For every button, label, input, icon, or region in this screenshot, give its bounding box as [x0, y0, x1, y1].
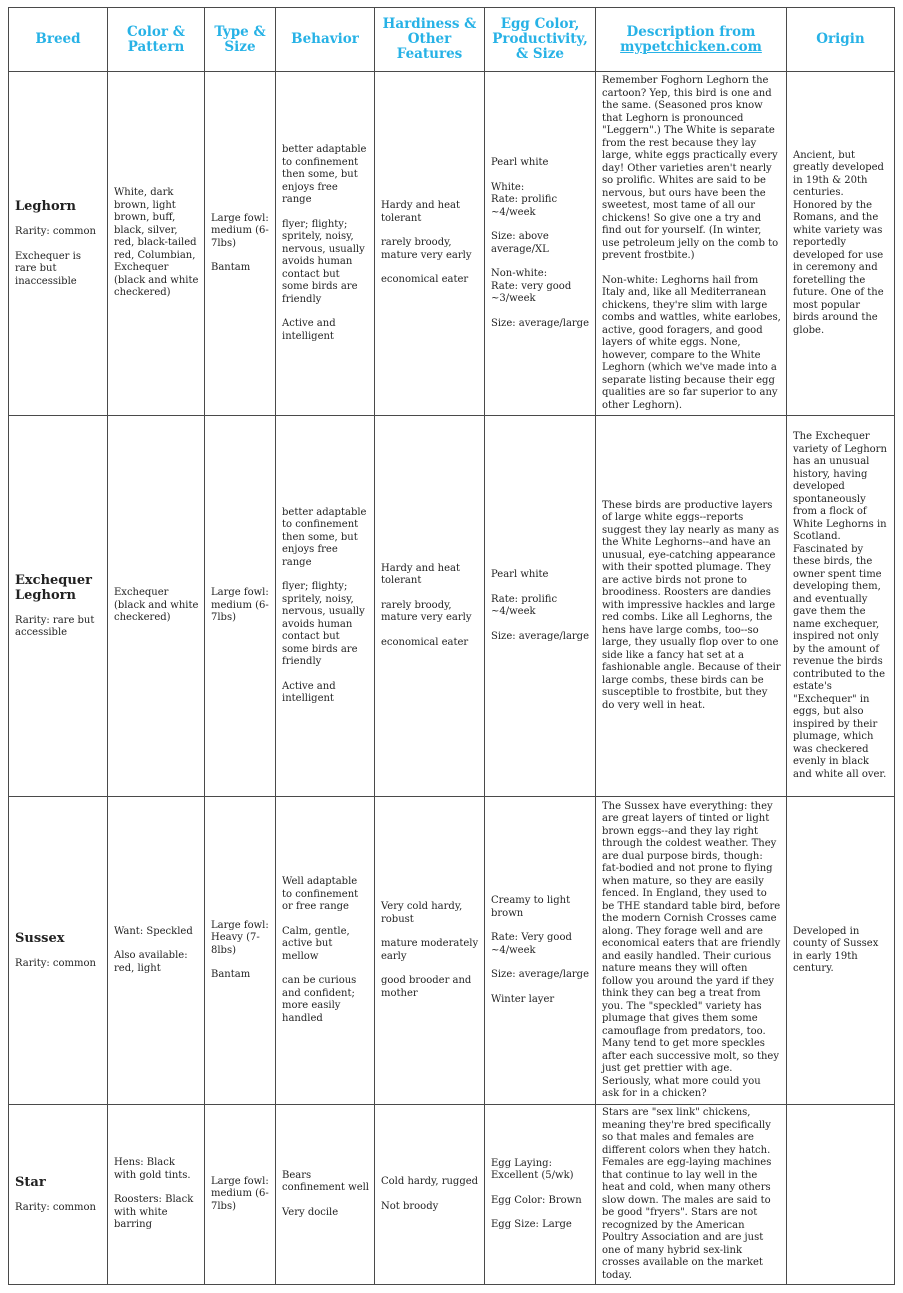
color-cell — [108, 1105, 205, 1285]
origin-cell — [787, 416, 895, 797]
cell-text: Rarity: common — [15, 226, 96, 237]
breed-cell — [9, 416, 108, 797]
table-row — [9, 797, 895, 1105]
color-cell — [108, 416, 205, 797]
origin-cell — [787, 1105, 895, 1285]
cell-text: Exchequer (black and white checkered) — [114, 587, 199, 624]
cell-text: Hens: Black with gold tints. — [114, 1157, 191, 1181]
cell-text: Very cold hardy, robust — [381, 901, 463, 925]
cell-text: Egg Color: Brown — [491, 1194, 582, 1206]
cell-text: Large fowl: medium (6-7lbs) — [211, 212, 269, 249]
cell-text: Bears confinement well — [282, 1169, 370, 1194]
cell-text: Pearl white — [491, 157, 549, 168]
description-cell — [596, 797, 787, 1105]
cell-text: Want: Speckled — [114, 925, 193, 937]
cell-text: Rate: Very good ~4/week — [491, 932, 572, 956]
cell-text: mature moderately early — [381, 938, 479, 962]
header-row — [9, 8, 895, 72]
cell-text: White, dark brown, light brown, buff, black, silver, red, black-tailed red, Columbian, Exchequer (black and white checkered) — [114, 187, 199, 299]
cell-text: Rarity: rare but accessible — [15, 614, 95, 638]
cell-text: Bantam — [211, 969, 251, 980]
cell-text: Large fowl: medium (6-7lbs) — [211, 1175, 269, 1212]
description-cell — [596, 1105, 787, 1285]
hardiness-cell — [375, 1105, 485, 1285]
cell-text: rarely broody, mature very early — [381, 237, 472, 261]
type-cell — [205, 797, 276, 1105]
header-breed: Breed — [9, 8, 108, 72]
cell-text: Active and intelligent — [282, 318, 336, 342]
cell-text: Ancient, but greatly developed in 19th & 20th centuries. Honored by the Romans, and the white variety was reportedly developed for use in ceremony and foretelling the future. One of the most popular birds around the globe. — [793, 149, 884, 336]
cell-text: White: Rate: prolific ~4/week — [491, 181, 558, 218]
cell-text: Also available: red, light — [114, 950, 188, 974]
breed-cell — [9, 1105, 108, 1285]
type-cell — [205, 72, 276, 416]
origin-cell — [787, 72, 895, 416]
cell-text: These birds are productive layers of large white eggs--reports suggest they lay nearly as many as the White Leghorns--and have an unusual, eye-catching appearance with their spotted plumage. They are active birds not prone to broodiness. Roosters are dandies with impressive hackles and large red combs. Like all Leghorns, the hens have large combs, too--so large, they usually flop over to one side like a fancy hat set at a fashionable angle. Because of their large combs, these birds can be susceptible to frostbite, but they do very well in heat. — [602, 499, 781, 711]
cell-text: Active and intelligent — [282, 680, 336, 704]
header-type-size: Type & Size — [205, 8, 276, 72]
cell-text: Size: average/large — [491, 969, 590, 980]
breed-name: Star — [15, 1174, 46, 1190]
cell-text: Egg Size: Large — [491, 1219, 572, 1230]
cell-text: good brooder and mother — [381, 975, 472, 999]
cell-text: Roosters: Black with white barring — [114, 1194, 194, 1231]
behavior-cell — [276, 797, 375, 1105]
cell-text: Very docile — [282, 1206, 339, 1218]
cell-text: Rate: prolific ~4/week — [491, 593, 558, 617]
breed-name: Exchequer Leghorn — [15, 572, 92, 603]
cell-text: rarely broody, mature very early — [381, 599, 472, 624]
breed-name: Sussex — [15, 930, 65, 946]
table-row — [9, 72, 895, 416]
table-row — [9, 1105, 895, 1285]
type-cell — [205, 416, 276, 797]
cell-text: Large fowl: Heavy (7-8lbs) — [211, 919, 269, 956]
egg-cell — [485, 416, 596, 797]
hardiness-cell — [375, 416, 485, 797]
cell-text: Size: average/large — [491, 317, 590, 329]
cell-text: Pearl white — [491, 569, 549, 580]
color-cell — [108, 797, 205, 1105]
description-cell — [596, 416, 787, 797]
cell-text: Winter layer — [491, 993, 555, 1005]
cell-text: Hardy and heat tolerant — [381, 200, 461, 224]
breed-cell — [9, 72, 108, 416]
cell-text: Creamy to light brown — [491, 895, 571, 919]
cell-text: Stars are "sex link" chickens, meaning they're bred specifically so that males and females are different colors when they hatch. Females are egg-laying machines that continue to lay well in the heat and cold, when many others slow down. The males are said to be good "fryers". Stars are not recognized by the American Poultry Association and are just one of many hybrid sex-link crosses available on the market today. — [602, 1107, 772, 1281]
cell-text: can be curious and confident; more easily handled — [282, 975, 357, 1024]
header-color-pattern: Color & Pattern — [108, 8, 205, 72]
cell-text: Not broody — [381, 1200, 439, 1212]
header-description: Description from mypetchicken.com — [596, 8, 787, 72]
cell-text: Egg Laying: Excellent (5/wk) — [491, 1157, 574, 1181]
cell-text: Bantam — [211, 262, 251, 273]
color-cell — [108, 72, 205, 416]
cell-text: Calm, gentle, active but mellow — [282, 925, 350, 962]
cell-text: Cold hardy, rugged — [381, 1176, 479, 1187]
cell-text: Hardy and heat tolerant — [381, 562, 461, 587]
cell-text: economical eater — [381, 636, 469, 648]
hardiness-cell — [375, 797, 485, 1105]
cell-text: Rarity: common — [15, 957, 96, 969]
description-cell — [596, 72, 787, 416]
cell-text: Remember Foghorn Leghorn the cartoon? Yep, this bird is one and the same. (Seasoned pros know that Leghorn is pronounced "Leggern".) The White is separate from the rest because they lay large, white eggs practically every day! Other varieties aren't nearly so prolific. Whites are said to be nervous, but ours have been the sweetest, most tame of all our chickens! So give one a try and find out for yourself. (In winter, use petroleum jelly on the comb to prevent frostbite.) — [602, 75, 779, 261]
behavior-cell — [276, 416, 375, 797]
origin-cell — [787, 797, 895, 1105]
breed-comparison-table — [8, 7, 895, 1285]
egg-cell — [485, 1105, 596, 1285]
behavior-cell — [276, 1105, 375, 1285]
header-origin: Origin — [787, 8, 895, 72]
cell-text: Exchequer is rare but inaccessible — [15, 250, 81, 287]
cell-text: Size: above average/XL — [491, 231, 549, 255]
mypetchicken-link[interactable]: mypetchicken.com — [620, 38, 762, 55]
cell-text: Non-white: Leghorns hail from Italy and, like all Mediterranean chickens, they're slim with large combs and wattles, white earlobes, active, good foragers, and good layers of white eggs. None, however, compare to the White Leghorn (which we've made into a separate listing because their egg qualities are so far superior to any other Leghorn). — [602, 274, 781, 411]
header-egg: Egg Color, Productivity, & Size — [485, 8, 596, 72]
type-cell — [205, 1105, 276, 1285]
table-row — [9, 416, 895, 797]
cell-text: Developed in county of Sussex in early 19th century. — [793, 925, 879, 974]
cell-text: The Sussex have everything: they are great layers of tinted or light brown eggs--and they lay right through the coldest weather. They are dual purpose birds, though: fat-bodied and not prone to flying when mature, so they are easily fenced. In England, they used to be THE standard table bird, before the modern Cornish Crosses came along. They forage well and are economical eaters that are friendly and easily handled. Their curious nature means they will often follow you around the yard if they think they can beg a treat from you. The "speckled" variety has plumage that gives them some camouflage from predators, too. Many tend to get more speckles after each successive molt, so they just get prettier with age. Seriously, what more could you ask for in a chicken? — [602, 800, 781, 1099]
header-behavior: Behavior — [276, 8, 375, 72]
cell-text: better adaptable to confinement then some, but enjoys free range — [282, 144, 367, 205]
cell-text: flyer; flighty; spritely, noisy, nervous, usually avoids human contact but some birds are friendly — [282, 218, 365, 305]
cell-text: economical eater — [381, 274, 469, 286]
cell-text: Size: average/large — [491, 630, 590, 642]
cell-text: Non-white: Rate: very good ~3/week — [491, 268, 572, 304]
header-hardiness: Hardiness & Other Features — [375, 8, 485, 72]
cell-text: Rarity: common — [15, 1201, 96, 1213]
cell-text: better adaptable to confinement then some, but enjoys free range — [282, 506, 367, 568]
cell-text: Well adaptable to confinement or free range — [282, 876, 359, 912]
breed-cell — [9, 797, 108, 1105]
breed-name: Leghorn — [15, 199, 76, 214]
behavior-cell — [276, 72, 375, 416]
egg-cell — [485, 797, 596, 1105]
hardiness-cell — [375, 72, 485, 416]
cell-text: Large fowl: medium (6-7lbs) — [211, 587, 269, 624]
cell-text: flyer; flighty; spritely, noisy, nervous, usually avoids human contact but some birds are friendly — [282, 581, 365, 667]
cell-text: The Exchequer variety of Leghorn has an unusual history, having developed spontaneously from a flock of White Leghorns in Scotland. Fascinated by these birds, the owner spent time developing them, and eventually gave them the name exchequer, inspired not only by the amount of revenue the birds contributed to the estate's "Exchequer" in eggs, but also inspired by their plumage, which was checkered evenly in black and white all over. — [793, 431, 887, 780]
egg-cell — [485, 72, 596, 416]
